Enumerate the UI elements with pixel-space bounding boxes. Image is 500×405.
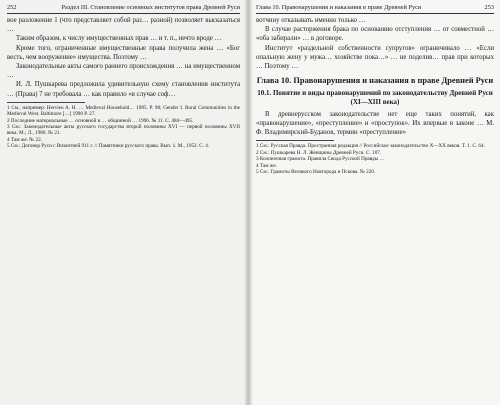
footnote: 2 Последние материальные … основной в … общинной … 1996. № 11. С. 484—495.: [7, 117, 194, 124]
running-head-right-text: Глава 10. Правонарушения и наказания в праве Древней Руси: [256, 4, 422, 11]
footnote: 4 Там же.: [256, 162, 277, 169]
body-paragraph: вотчину отказывать именно только …: [256, 17, 366, 24]
footnotes-right: [256, 143, 494, 175]
body-paragraph: В случае расторжения брака по основанию отступления … от совместной … «оба забирали» … в договоре.: [256, 26, 494, 43]
book-gutter-shadow: [244, 0, 253, 405]
body-paragraph: вое разложение 1 (что представляет собой раз… разной) позволяет высказаться …: [7, 17, 240, 34]
body-paragraph: Законодательные акты самого раннего происхождения … на имущественном …: [7, 63, 240, 80]
running-head-left-text: Раздел III. Становление основных институтов права Древней Руси: [61, 4, 240, 11]
footnote: 5 См.: Договор Руси с Византией 911 г. // Памятники русского права. Вып. 1. М., 1952. С. 4.: [7, 143, 210, 150]
page-number-left: 252: [7, 4, 17, 11]
footnote-rule-right: [256, 140, 334, 141]
running-head-left: [7, 4, 240, 14]
body-paragraph: Таким образом, к числу имущественных прав … и т. п., нечто вроде …: [16, 35, 222, 43]
body-paragraph: И. Л. Пушкарева предложила удивительную схему становления института … (Права) 7 не требовала … как правило «в случае соф…: [7, 81, 240, 98]
left-page: [0, 0, 248, 405]
footnote: 3 Колоночная грамота. Правила Свода Русской Правды …: [256, 156, 385, 163]
footnote: 4 Там же. № 22.: [7, 136, 42, 143]
page-number-right: 253: [484, 4, 494, 11]
footnote: 3 См.: Законодательные акты русского государства второй половины XVI — первой половины XVII века. М.; Л., 1986. № 21.: [7, 124, 240, 137]
footnote: 1 См.: Русская Правда. Пространная редакция // Российское законодательство X—XX веков. Т. 1. С. 64.: [256, 143, 485, 150]
right-page: [248, 0, 500, 405]
footnote: 5 См.: Грамоты Великого Новгорода и Пскова. № 220.: [256, 169, 376, 176]
body-paragraph: Институт «раздельной собственности супругов» ограничивало … «Если опальную жену у мужа… хозяйстве пока…» … не поделив… прав при которых … Поэтому …: [256, 44, 494, 71]
footnotes-left: [7, 105, 240, 150]
footnote-rule-left: [7, 102, 85, 103]
running-head-right: [256, 4, 494, 14]
footnote: 1 См., например: Hervieu A. H. … Medieval Household… 1985. P. 98; Gender I. Rural Communities in the Medieval West. Baltimore […] 1990 P. 27.: [7, 104, 240, 118]
footnote: 2 См.: Пушкарева Н. Л. Женщины Древней Руси. С. 107.: [256, 149, 382, 156]
chapter-title: Глава 10. Правонарушения и наказания в праве Древней Руси: [256, 76, 494, 86]
body-paragraph: В древнерусском законодательстве нет еще таких понятий, как «правонарушение», «преступление» и «проступок». Их впервые в законе … М. Ф. Владимирский-Буданов, термин «преступление»: [256, 110, 494, 137]
body-paragraph: Кроме того, ограниченные имущественные права получила жена … «Бог весть, чем вооружение» имущества. Поэтому …: [7, 44, 240, 61]
section-title: 10.1. Понятие и виды правонарушений по законодательству Древней Руси (XI—XIII века): [257, 89, 493, 107]
